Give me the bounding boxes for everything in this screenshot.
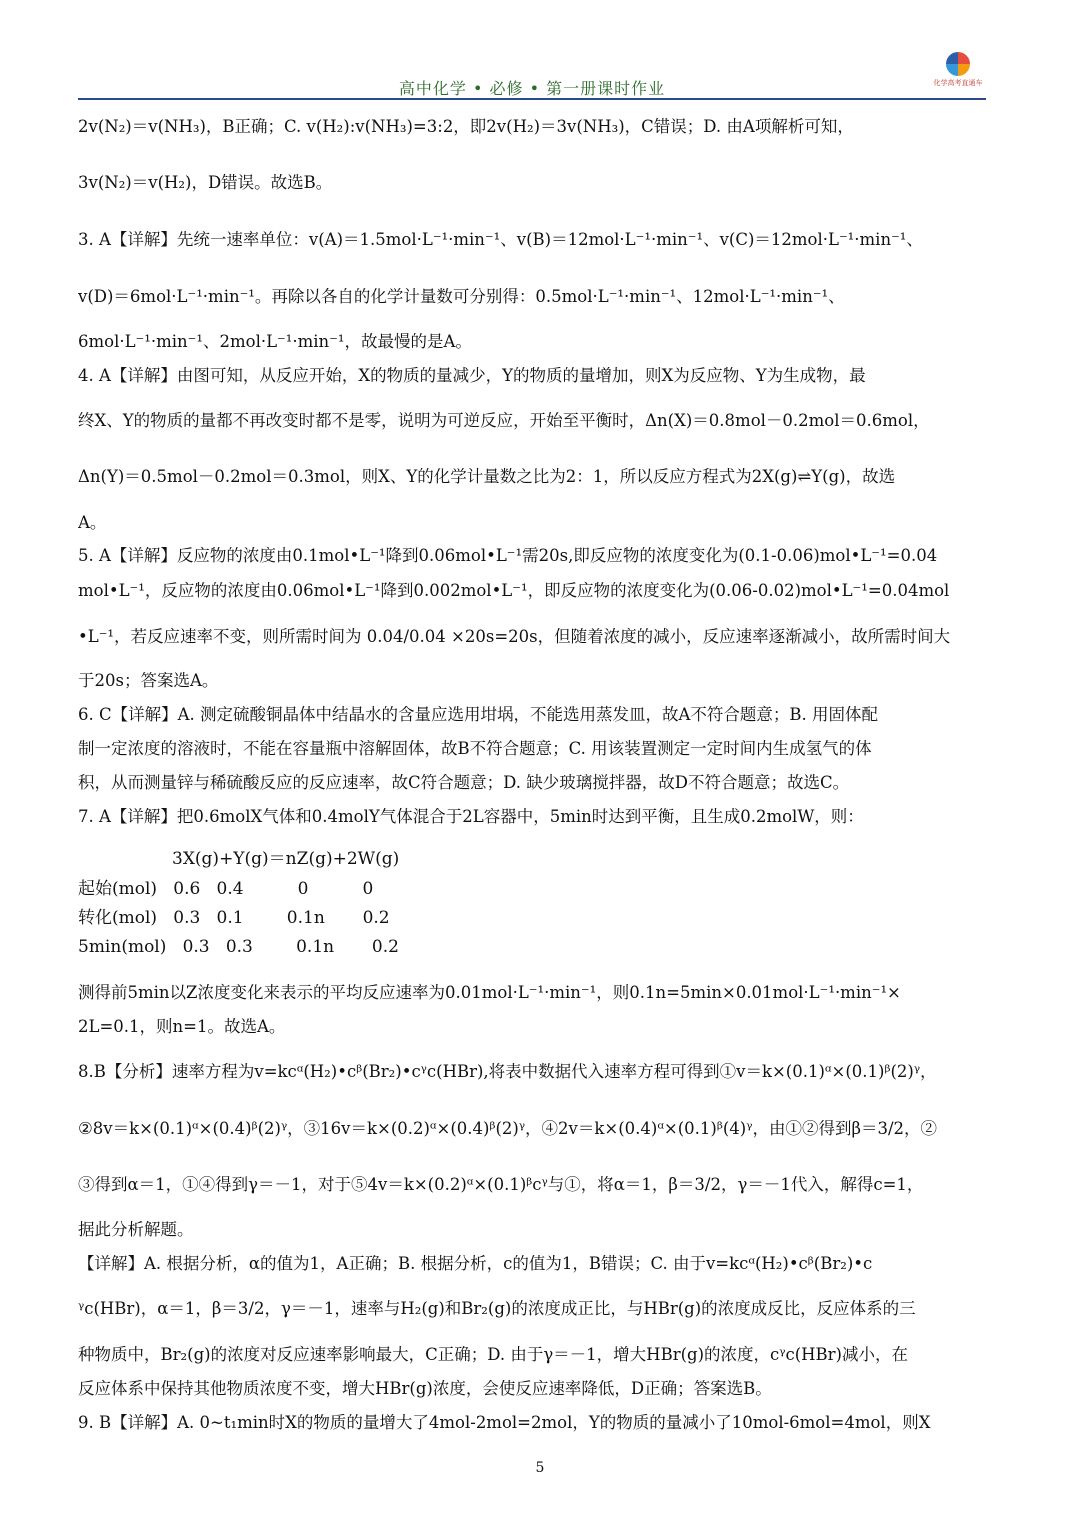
text-line: ③得到α＝1，①④得到γ＝－1，对于⑤4v＝k×(0.2)ᵅ×(0.1)ᵝcᵞ与①，将α＝1，β＝3/2，γ＝－1代入，解得c=1，	[78, 1175, 924, 1194]
text-line: 4. A【详解】由图可知，从反应开始，X的物质的量减少，Y的物质的量增加，则X为反应物、Y为生成物，最	[78, 366, 866, 385]
table-row: 5min(mol) 0.3 0.3 0.1n 0.2	[78, 937, 399, 957]
text-line: A。	[78, 513, 107, 532]
text-line: v(D)＝6mol·L⁻¹·min⁻¹。再除以各自的化学计量数可分别得：0.5mol·L⁻¹·min⁻¹、12mol·L⁻¹·min⁻¹、	[78, 287, 845, 306]
text-line: 种物质中，Br₂(g)的浓度对反应速率影响最大，C正确；D. 由于γ＝－1，增大HBr(g)的浓度，cᵞc(HBr)减小，在	[78, 1345, 908, 1364]
text-line: 6. C【详解】A. 测定硫酸铜晶体中结晶水的含量应选用坩埚，不能选用蒸发皿，故A不符合题意；B. 用固体配	[78, 705, 879, 724]
text-line: 2v(N₂)＝v(NH₃)，B正确；C. v(H₂):v(NH₃)=3:2，即2v(H₂)＝3v(NH₃)，C错误；D. 由A项解析可知，	[78, 117, 854, 136]
text-line: 3. A【详解】先统一速率单位：v(A)＝1.5mol·L⁻¹·min⁻¹、v(B)＝12mol·L⁻¹·min⁻¹、v(C)＝12mol·L⁻¹·min⁻¹、	[78, 230, 923, 249]
text-line: mol•L⁻¹，反应物的浓度由0.06mol•L⁻¹降到0.002mol•L⁻¹，即反应物的浓度变化为(0.06-0.02)mol•L⁻¹=0.04mol	[78, 581, 950, 600]
text-line: 6mol·L⁻¹·min⁻¹、2mol·L⁻¹·min⁻¹，故最慢的是A。	[78, 332, 472, 351]
text-line: 据此分析解题。	[78, 1220, 194, 1239]
logo	[930, 52, 986, 94]
text-line: 5. A【详解】反应物的浓度由0.1mol•L⁻¹降到0.06mol•L⁻¹需20s,即反应物的浓度变化为(0.1-0.06)mol•L⁻¹=0.04	[78, 546, 938, 565]
page-header	[78, 74, 986, 100]
text-line: ᵞc(HBr)，α＝1，β＝3/2，γ＝－1，速率与H₂(g)和Br₂(g)的浓度成正比，与HBr(g)的浓度成反比，反应体系的三	[78, 1299, 916, 1318]
text-line: 2L=0.1，则n=1。故选A。	[78, 1017, 286, 1036]
header-title: 高中化学 • 必修 • 第一册课时作业	[398, 79, 666, 98]
text-line: 于20s；答案选A。	[78, 671, 219, 690]
text-line: Δn(Y)＝0.5mol－0.2mol＝0.3mol，则X、Y的化学计量数之比为2：1，所以反应方程式为2X(g)⇌Y(g)，故选	[78, 467, 896, 486]
text-line: 测得前5min以Z浓度变化来表示的平均反应速率为0.01mol·L⁻¹·min⁻¹，则0.1n=5min×0.01mol·L⁻¹·min⁻¹×	[78, 983, 901, 1002]
text-line: 积，从而测量锌与稀硫酸反应的反应速率，故C符合题意；D. 缺少玻璃搅拌器，故D不符合题意；故选C。	[78, 773, 850, 792]
text-line: •L⁻¹，若反应速率不变，则所需时间为 0.04/0.04 ×20s=20s，但随着浓度的减小，反应速率逐渐减小，故所需时间大	[78, 627, 951, 646]
reaction-equation: 3X(g)+Y(g)＝nZ(g)+2W(g)	[172, 849, 400, 869]
table-row: 转化(mol) 0.3 0.1 0.1n 0.2	[78, 908, 390, 928]
text-line: 【详解】A. 根据分析，α的值为1，A正确；B. 根据分析，c的值为1，B错误；C. 由于v=kcᵅ(H₂)•cᵝ(Br₂)•c	[78, 1254, 873, 1273]
text-line: 反应体系中保持其他物质浓度不变，增大HBr(g)浓度，会使反应速率降低，D正确；答案选B。	[78, 1379, 772, 1398]
text-line: 终X、Y的物质的量都不再改变时都不是零，说明为可逆反应，开始至平衡时，Δn(X)＝0.8mol－0.2mol＝0.6mol，	[78, 411, 930, 430]
text-line: 9. B【详解】A. 0~t₁min时X的物质的量增大了4mol-2mol=2mol，Y的物质的量减小了10mol-6mol=4mol，则X	[78, 1413, 931, 1432]
text-line: 8.B【分析】速率方程为v=kcᵅ(H₂)•cᵝ(Br₂)•cᵞc(HBr),将表中数据代入速率方程可得到①v＝k×(0.1)ᵅ×(0.1)ᵝ(2)ᵞ，	[78, 1062, 937, 1081]
logo-caption: 化学高考直通车	[933, 79, 983, 87]
page-number: 5	[535, 1460, 545, 1476]
text-line: ②8v＝k×(0.1)ᵅ×(0.4)ᵝ(2)ᵞ，③16v＝k×(0.2)ᵅ×(0.4)ᵝ(2)ᵞ，④2v＝k×(0.4)ᵅ×(0.1)ᵝ(4)ᵞ，由①②得到β＝3/2，②	[78, 1119, 938, 1138]
text-line: 7. A【详解】把0.6molX气体和0.4molY气体混合于2L容器中，5min时达到平衡，且生成0.2molW，则：	[78, 807, 864, 826]
text-line: 3v(N₂)＝v(H₂)，D错误。故选B。	[78, 173, 333, 192]
text-line: 制一定浓度的溶液时，不能在容量瓶中溶解固体，故B不符合题意；C. 用该装置测定一定时间内生成氢气的体	[78, 739, 872, 758]
table-row: 起始(mol) 0.6 0.4 0 0	[78, 879, 374, 899]
logo-icon	[946, 52, 970, 76]
